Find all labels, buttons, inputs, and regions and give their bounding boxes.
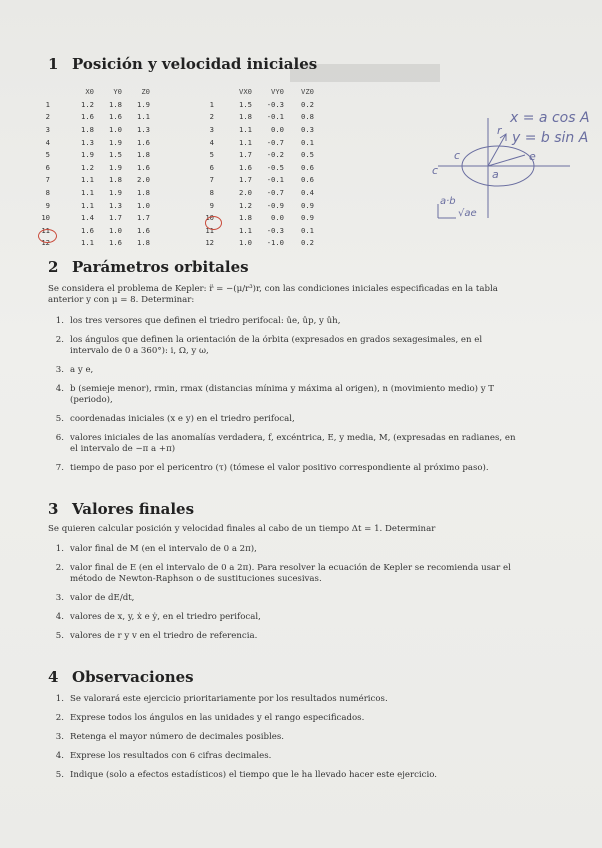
row-index: 2 [45,112,50,122]
row-index: 4 [45,137,50,147]
table-cell: 2.0 [137,175,150,185]
list-item [48,544,516,555]
list-item-number: 4. [55,612,64,622]
position-table-header [32,84,150,98]
table-cell: 1.2 [239,200,252,210]
table-cell: 1.8 [109,175,122,185]
table-cell: 0.1 [301,137,314,147]
row-index: 6 [45,162,50,172]
table-cell: 1.9 [109,162,122,172]
section-4-heading [48,668,194,686]
list-item-number: 1. [55,544,64,554]
list-item-text: los tres versores que definen el triedro perifocal: ûe, ûp, y ûh, [70,316,341,326]
table-cell: -0.7 [266,137,284,147]
section-title: Parámetros orbitales [72,258,249,276]
table-cell: 0.2 [301,238,314,248]
table-cell: 0.3 [301,124,314,134]
circled-row-11-mark [205,216,222,230]
circled-row-12-mark [38,229,57,243]
section-number: 2 [48,258,59,276]
section-number: 4 [48,668,59,686]
row-index: 12 [41,238,50,248]
list-item [48,770,516,781]
table-cell: 1.2 [81,99,94,109]
table-cell: 1.8 [137,150,150,160]
list-item [48,414,516,425]
table-cell: 1.1 [239,225,252,235]
table-cell: 0.9 [301,213,314,223]
row-index: 7 [209,175,214,185]
list-item-number: 2. [55,713,64,723]
table-cell: 1.1 [81,238,94,248]
section-1-heading [48,55,317,73]
list-item-text: valores de r y v en el triedro de referencia. [70,631,258,641]
table-cell: 1.1 [81,200,94,210]
list-item [48,384,516,406]
table-cell: 0.0 [271,124,284,134]
row-index: 11 [41,225,50,235]
table-row [192,199,314,212]
list-item [48,316,516,327]
row-index: 5 [209,150,214,160]
list-item-number: 5. [55,770,64,780]
table-row [192,148,314,161]
section-4-list [48,694,516,789]
table-cell: 1.8 [137,187,150,197]
handwritten-c-label-2: c [432,164,439,177]
list-item [48,732,516,743]
list-item-number: 3. [55,593,64,603]
list-item [48,631,516,642]
row-index: 8 [45,187,50,197]
table-cell: 1.0 [109,225,122,235]
table-cell: 1.6 [239,162,252,172]
handwritten-r-label: r [497,124,502,137]
table-cell: 1.4 [81,213,94,223]
row-index: 8 [209,187,214,197]
list-item-text: los ángulos que definen la orientación de la órbita (expresados en grados sexagesimales, en el intervalo de 0 a 360°): i, Ω, y ω, [70,335,483,356]
table-cell: -0.5 [266,162,284,172]
list-item-number: 7. [55,463,64,473]
row-index: 7 [45,175,50,185]
list-item-number: 3. [55,365,64,375]
table-row [192,136,314,149]
col-vx0: VX0 [239,86,252,96]
table-cell: 1.3 [137,124,150,134]
list-item-number: 2. [55,563,64,573]
row-index: 4 [209,137,214,147]
row-index: 10 [41,213,50,223]
table-cell: 1.6 [109,238,122,248]
list-item [48,563,516,585]
table-row [32,111,150,124]
list-item-number: 4. [55,384,64,394]
handwritten-y-equation: y = b sin A [512,130,589,146]
list-item-text: a y e, [70,365,94,375]
list-item [48,335,516,357]
table-cell: -0.3 [266,99,284,109]
section-3-list [48,544,516,650]
row-index: 3 [209,124,214,134]
table-cell: 1.3 [109,200,122,210]
table-cell: -0.1 [266,175,284,185]
section-title: Posición y velocidad iniciales [72,55,318,73]
section-2-list [48,316,516,482]
list-item-number: 6. [55,433,64,443]
table-cell: 1.3 [81,137,94,147]
row-index: 5 [45,150,50,160]
position-table [32,84,150,249]
section-title: Observaciones [72,668,194,686]
section-title: Valores finales [72,500,195,518]
section-3-intro: Se quieren calcular posición y velocidad finales al cabo de un tiempo Δt = 1. Determinar [48,524,436,534]
table-cell: 0.5 [301,150,314,160]
table-cell: 1.7 [137,213,150,223]
table-cell: 1.6 [137,162,150,172]
list-item-number: 1. [55,316,64,326]
list-item-text: b (semieje menor), rmin, rmax (distancias mínima y máxima al origen), n (movimiento medio) y T (periodo), [70,384,495,405]
list-item [48,365,516,376]
table-row [32,199,150,212]
table-cell: -0.3 [266,225,284,235]
section-2-heading [48,258,249,276]
list-item-text: coordenadas iniciales (x e y) en el triedro perifocal, [70,414,295,424]
table-row [192,98,314,111]
row-index: 2 [209,112,214,122]
handwritten-sketch [420,108,595,228]
table-cell: 1.7 [239,175,252,185]
table-cell: 0.1 [301,225,314,235]
list-item-number: 5. [55,631,64,641]
list-item-text: valor final de E (en el intervalo de 0 a 2π). Para resolver la ecuación de Kepler se recomienda usar el método de Newton-Raphson o de sustituciones sucesivas. [70,563,511,584]
table-cell: 1.9 [81,150,94,160]
list-item-text: Retenga el mayor número de decimales posibles. [70,732,285,742]
table-cell: -0.9 [266,200,284,210]
table-row [32,174,150,187]
table-cell: 2.0 [239,187,252,197]
list-item-number: 2. [55,335,64,345]
list-item-text: Exprese los resultados con 6 cifras decimales. [70,751,272,761]
table-row [32,136,150,149]
table-row [192,123,314,136]
table-cell: 1.1 [81,175,94,185]
table-cell: 0.2 [301,99,314,109]
table-cell: 1.7 [109,213,122,223]
col-y0: Y0 [113,86,122,96]
table-cell: -0.2 [266,150,284,160]
handwritten-note-lower: √ae [458,208,477,219]
handwritten-x-equation: x = a cos A [510,110,590,126]
row-index: 10 [205,213,214,223]
table-cell: 1.2 [81,162,94,172]
table-cell: 1.6 [137,225,150,235]
row-index: 9 [209,200,214,210]
section-3-heading [48,500,194,518]
list-item-number: 3. [55,732,64,742]
table-cell: 1.6 [137,137,150,147]
table-cell: 1.0 [239,238,252,248]
table-cell: 1.0 [137,200,150,210]
section-number: 1 [48,55,59,73]
row-index: 1 [45,99,50,109]
table-cell: 1.9 [137,99,150,109]
list-item [48,433,516,455]
row-index: 1 [209,99,214,109]
table-cell: 1.7 [239,150,252,160]
row-index: 9 [45,200,50,210]
table-cell: 0.4 [301,187,314,197]
table-cell: 1.9 [109,187,122,197]
table-cell: 1.5 [239,99,252,109]
list-item-text: tiempo de paso por el pericentro (τ) (tómese el valor positivo correspondiente al próximo paso). [70,463,489,473]
table-cell: 1.8 [239,213,252,223]
table-cell: 1.9 [109,137,122,147]
row-index: 3 [45,124,50,134]
col-z0: Z0 [141,86,150,96]
table-row [32,148,150,161]
table-row [32,98,150,111]
velocity-table-header [192,84,314,98]
table-cell: 1.1 [239,137,252,147]
table-row [192,161,314,174]
table-cell: 1.8 [137,238,150,248]
table-cell: 0.6 [301,162,314,172]
table-cell: -0.7 [266,187,284,197]
list-item-number: 4. [55,751,64,761]
list-item [48,612,516,623]
table-cell: 1.6 [81,112,94,122]
table-row [192,111,314,124]
table-row [192,186,314,199]
table-cell: 0.6 [301,175,314,185]
table-cell: 1.0 [109,124,122,134]
table-cell: 1.5 [109,150,122,160]
list-item-text: valor de dE/dt, [70,593,135,603]
handwritten-note-upper: a·b [440,196,456,207]
list-item-text: Exprese todos los ángulos en las unidades y el rango especificados. [70,713,365,723]
table-cell: 1.8 [109,99,122,109]
list-item [48,463,516,474]
table-cell: 1.8 [239,112,252,122]
table-cell: 1.1 [239,124,252,134]
section-2-intro: Se considera el problema de Kepler: r̈ = −(μ/r³)r, con las condiciones iniciales especificadas en la tabla anterior y con μ = 8. Determinar: [48,284,498,305]
handwritten-c-label: c [454,149,461,162]
list-item-text: valor final de M (en el intervalo de 0 a 2π), [70,544,257,554]
list-item-text: Se valorará este ejercicio prioritariamente por los resultados numéricos. [70,694,388,704]
list-item [48,694,516,705]
table-cell: 1.8 [81,124,94,134]
table-row [192,237,314,250]
col-vz0: VZ0 [301,86,314,96]
list-item-text: valores iniciales de las anomalías verdadera, f, excéntrica, E, y media, M, (expresadas en radianes, en el intervalo de −π a +π) [70,433,516,454]
col-vy0: VY0 [271,86,284,96]
table-row [32,211,150,224]
table-cell: 0.8 [301,112,314,122]
row-index: 11 [205,225,214,235]
list-item [48,713,516,724]
table-row [32,186,150,199]
table-cell: 1.1 [81,187,94,197]
list-item-text: Indique (solo a efectos estadísticos) el tiempo que le ha llevado hacer este ejercicio. [70,770,438,780]
list-item [48,593,516,604]
list-item-number: 5. [55,414,64,424]
row-index: 12 [205,238,214,248]
table-cell: 0.9 [301,200,314,210]
row-index: 6 [209,162,214,172]
table-row [192,174,314,187]
list-item [48,751,516,762]
table-cell: 1.6 [81,225,94,235]
handwritten-a-label: a [492,168,499,181]
list-item-number: 1. [55,694,64,704]
table-row [32,123,150,136]
section-number: 3 [48,500,59,518]
handwritten-e-label: e [529,150,536,163]
table-cell: -0.1 [266,112,284,122]
table-cell: 0.0 [271,213,284,223]
table-cell: 1.6 [109,112,122,122]
table-cell: 1.1 [137,112,150,122]
col-x0: X0 [85,86,94,96]
table-cell: -1.0 [266,238,284,248]
table-row [32,161,150,174]
list-item-text: valores de x, y, ẋ e ẏ, en el triedro perifocal, [70,612,261,622]
